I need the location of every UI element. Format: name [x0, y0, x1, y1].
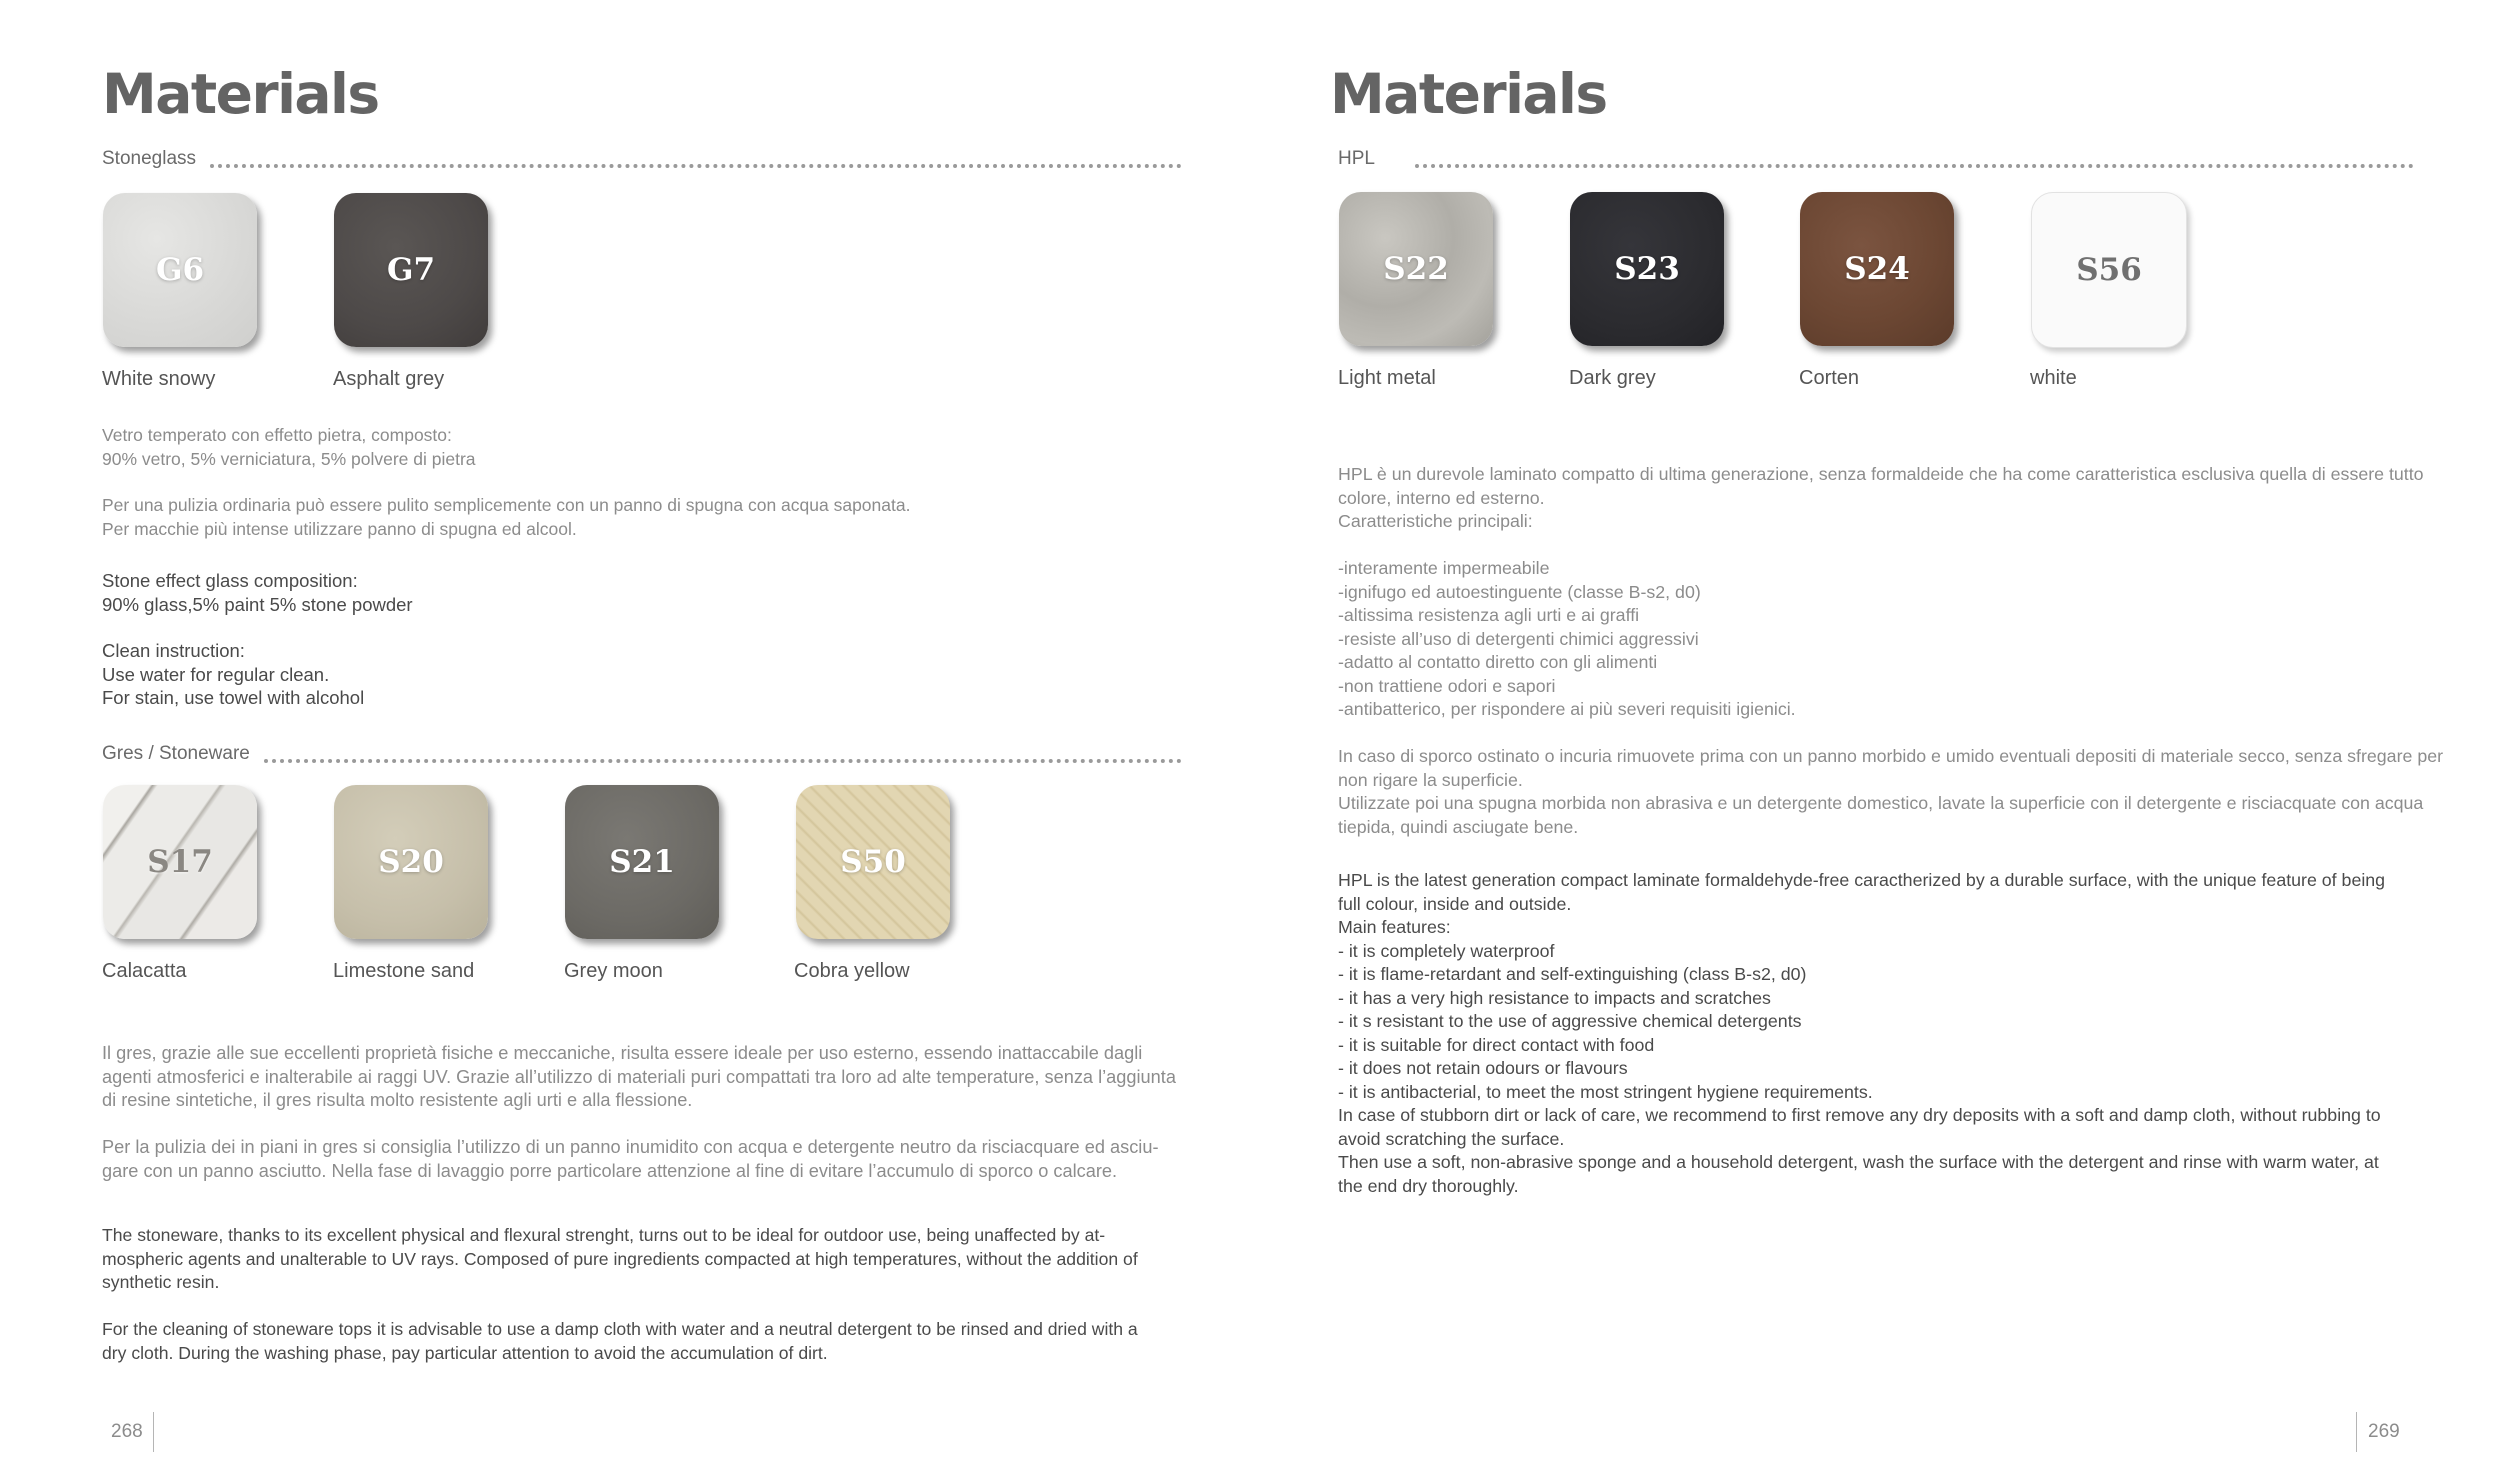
dotted-divider: [264, 759, 1182, 763]
swatch-g6[interactable]: [103, 193, 257, 347]
section-label: Gres / Stoneware: [102, 743, 250, 764]
gres-cleaning-it: Per la pulizia dei in piani in gres si consiglia l’utilizzo di un panno inumidito con acqua e detergente neutro da risciacquare ed asciu- gare con un panno asciutto. Nella fase di lavaggio porre particolare attenzione al fine di evitare l’accumulo di sporco o calcare.: [102, 1137, 1159, 1181]
stoneglass-composition-en: Stone effect glass composition: 90% glass,5% paint 5% stone powder: [102, 570, 413, 615]
swatch-g7[interactable]: [334, 193, 488, 347]
section-header-gres: [102, 735, 1182, 765]
section-header-stoneglass: [102, 140, 1182, 170]
section-label: HPL: [1338, 148, 1375, 169]
material-name: Limestone sand: [333, 960, 475, 982]
dotted-divider: [210, 164, 1182, 168]
swatch-code: G7: [386, 252, 436, 288]
page-title: Materials: [102, 62, 379, 126]
page-number: 269: [2368, 1421, 2400, 1442]
gres-cleaning-en: For the cleaning of stoneware tops it is advisable to use a damp cloth with water and a neutral detergent to be rinsed and dried with a dry cloth. During the washing phase, pay particular attention to avoid the accumulation of dirt.: [102, 1319, 1138, 1363]
swatch-s22[interactable]: [1339, 192, 1493, 346]
swatch-code: S22: [1383, 251, 1449, 287]
swatch-code: S24: [1844, 251, 1910, 287]
swatch-code: S50: [840, 844, 906, 880]
gres-description-en: The stoneware, thanks to its excellent physical and flexural strenght, turns out to be ideal for outdoor use, being unaffected by at- mospheric agents and unalterable to UV rays. Composed of pure ingredients compacted at high temperatures, without the addition of synthetic resin.: [102, 1225, 1138, 1292]
page-number-divider: [153, 1412, 154, 1452]
material-name: Grey moon: [564, 960, 663, 982]
section-label: Stoneglass: [102, 148, 197, 169]
swatch-s17[interactable]: [103, 785, 257, 939]
swatch-code: S56: [2076, 252, 2142, 288]
material-name: White snowy: [102, 368, 216, 390]
swatch-code: G6: [155, 252, 205, 288]
swatch-code: S23: [1614, 251, 1680, 287]
gres-description-it: Il gres, grazie alle sue eccellenti proprietà fisiche e meccaniche, risulta essere ideale per uso esterno, essendo inattaccabile dagli agenti atmosferici e inalterabile ai raggi UV. Grazie all’utilizzo di materiali puri compattati tra loro ad alte temperature, senza l’aggiunta di resine sintetiche, il gres risulta molto resistente agli urti e alla flessione.: [102, 1043, 1176, 1110]
swatch-s20[interactable]: [334, 785, 488, 939]
material-name: Cobra yellow: [794, 960, 910, 982]
swatch-s24[interactable]: [1800, 192, 1954, 346]
material-name: Asphalt grey: [333, 368, 445, 390]
hpl-description-en: HPL is the latest generation compact laminate formaldehyde-free caractherized by a durable surface, with the unique feature of being full colour, inside and outside. Main features: - it is completely waterproof - it is flame-retardant and self-extinguishing (class B-s2, d0) - it has a very high resistance to impacts and scratches - it s resistant to the use of aggressive chemical detergents - it is suitable for direct contact with food - it does not retain odours or flavours - it is antibacterial, to meet the most stringent hygiene requirements. In case of stubborn dirt or lack of care, we recommend to first remove any dry deposits with a soft and damp cloth, without rubbing to avoid scratching the surface. Then use a soft, non-abrasive sponge and a household detergent, wash the surface with the detergent and rinse with warm water, at the end dry thoroughly.: [1338, 870, 2386, 1196]
page-number-divider: [2356, 1412, 2357, 1452]
material-name: Dark grey: [1569, 367, 1656, 389]
swatch-code: S20: [378, 844, 444, 880]
hpl-description-it: HPL è un durevole laminato compatto di ultima generazione, senza formaldeide che ha come caratteristica esclusiva quella di essere tutto colore, interno ed esterno. Caratteristiche principali: -interamente impermeabile -ignifugo ed autoestinguente (classe B-s2, d0) -altissima resistenza agli urti e ai graffi -resiste all’uso di detergenti chimici aggressivi -adatto al contatto diretto con gli alimenti -non trattiene odori e sapori -antibatterico, per rispondere ai più severi requisiti igienici. In caso di sporco ostinato o incuria rimuovete prima con un panno morbido e umido eventuali depositi di materiale secco, senza sfregare per non rigare la superficie. Utilizzate poi una spugna morbida non abrasiva e un detergente domestico, lavate la superficie con il detergente e risciacquate con acqua tiepida, quindi asciugate bene.: [1338, 464, 2444, 837]
stoneglass-composition-it: Vetro temperato con effetto pietra, composto: 90% vetro, 5% verniciatura, 5% polvere di pietra: [102, 425, 476, 469]
swatch-s50[interactable]: [796, 785, 950, 939]
stoneglass-cleaning-en: Clean instruction: Use water for regular clean. For stain, use towel with alcohol: [102, 640, 365, 708]
swatch-code: S21: [609, 844, 675, 880]
right-page: [1250, 0, 2500, 1480]
swatch-s23[interactable]: [1570, 192, 1724, 346]
page-title: Materials: [1330, 62, 1607, 126]
swatch-code: S17: [147, 844, 213, 880]
material-name: Corten: [1799, 367, 1860, 389]
page-number: 268: [111, 1421, 143, 1442]
swatch-s21[interactable]: [565, 785, 719, 939]
dotted-divider: [1415, 164, 2414, 168]
material-name: white: [2030, 367, 2077, 389]
stoneglass-cleaning-it: Per una pulizia ordinaria può essere pulito semplicemente con un panno di spugna con acqua saponata. Per macchie più intense utilizzare panno di spugna ed alcool.: [102, 495, 911, 539]
swatch-s56[interactable]: [2031, 192, 2187, 348]
material-name: Calacatta: [102, 960, 187, 982]
material-name: Light metal: [1338, 367, 1436, 389]
section-header-hpl: [1338, 140, 2414, 170]
